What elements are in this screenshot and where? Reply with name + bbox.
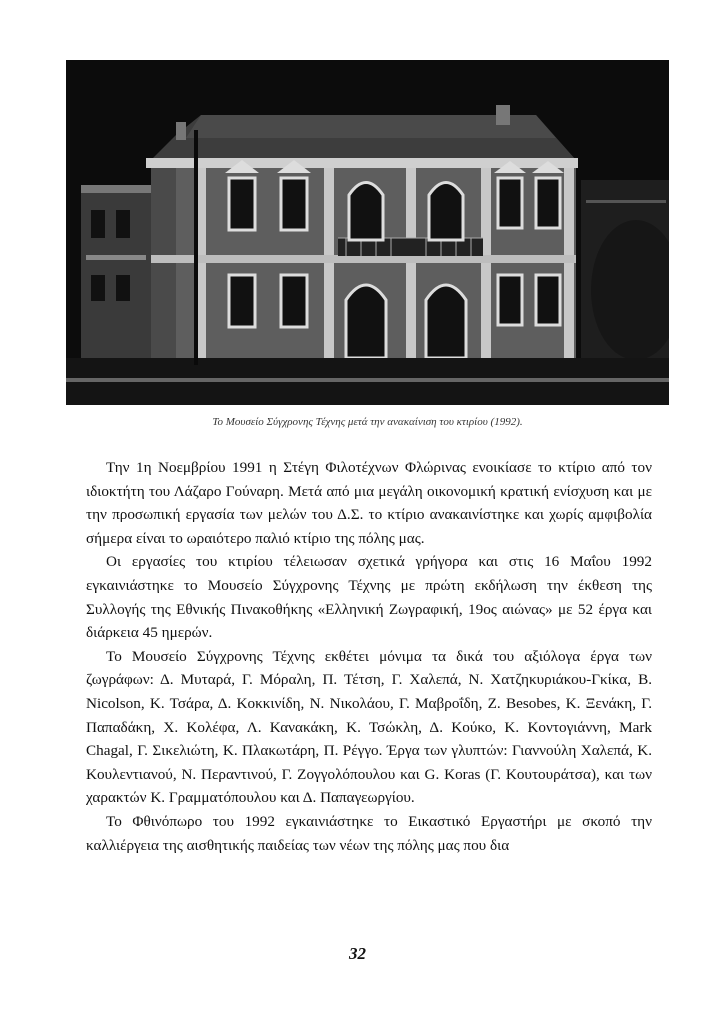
museum-building-icon [66, 60, 669, 405]
page-number: 32 [349, 944, 366, 963]
paragraph: Την 1η Νοεμβρίου 1991 η Στέγη Φιλοτέχνων Φλώρινας ενοικίασε το κτίριο από τον ιδιοκτήτη του Λάζαρο Γούναρη. Μετά από μια μεγάλη οικονομική κρατική ενίσχυση και με την προσωπική εργασία των μελών του Δ.Σ. το κτίριο ανακαινίστηκε και χωρίς αμφιβολία σήμερα είναι το ωραιότερο παλιό κτίριο της πόλης μας. [86, 459, 652, 547]
photo-caption: Το Μουσείο Σύγχρονης Τέχνης μετά την ανακαίνιση του κτιρίου (1992). [212, 416, 523, 428]
paragraph: Το Μουσείο Σύγχρονης Τέχνης εκθέτει μόνιμα τα δικά του αξιόλογα έργα των ζωγράφων: Δ. Μυταρά, Γ. Μόραλη, Π. Τέτση, Γ. Χαλεπά, Ν. Χατζηκυριάκου-Γκίκα, B. Nicolson, Κ. Τσάρα, Δ. Κοκκινίδη, Ν. Νικολάου, Γ. Μαβροΐδη, Z. Besobes, Κ. Ξενάκη, Γ. Παπαδάκη, Χ. Κολέφα, Λ. Κανακάκη, Κ. Τσώκλη, Δ. Κούκο, Κ. Κοντογιάννη, Mark Chagal, Γ. Σικελιώτη, Κ. Πλακωτάρη, Π. Ρέγγο. Έργα των γλυπτών: Γιαννούλη Χαλεπά, Κ. Κουλεντιανού, Ν. Περαντινού, Γ. Ζογγολόπουλου και G. Koras (Γ. Κουτουράτσα), και των χαρακτών Κ. Γραμματόπουλου και Δ. Παπαγεωργίου. [86, 647, 652, 807]
paragraph: Το Φθινόπωρο του 1992 εγκαινιάστηκε το Εικαστικό Εργαστήρι με σκοπό την καλλιέργεια της αισθητικής παιδείας των νέων της πόλης μας που δια [86, 812, 652, 854]
article-body [86, 456, 652, 857]
paragraph: Οι εργασίες του κτιρίου τέλειωσαν σχετικά γρήγορα και στις 16 Μαΐου 1992 εγκαινιάστηκε το Μουσείο Σύγχρονης Τέχνης με πρώτη εκδήλωση την έκθεση της Συλλογής της Εθνικής Πινακοθήκης «Ελληνική Ζωγραφική, 19ος αιώνας» με 52 έργα και διάρκεια 45 ημερών. [86, 553, 652, 642]
museum-building-photo [66, 60, 669, 405]
